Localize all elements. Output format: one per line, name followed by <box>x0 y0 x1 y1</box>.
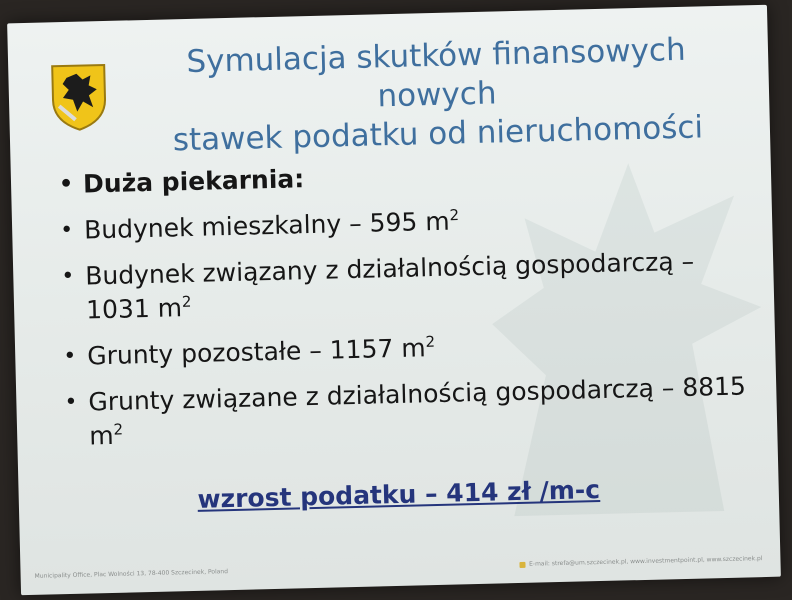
footer-address: Municipality Office, Plac Wolności 13, 78-400 Szczecinek, Poland <box>34 568 229 580</box>
bullet-item: • Budynek związany z działalnością gospodarczą – 1031 $m^2$ <box>59 243 750 328</box>
title-line-1: Symulacja skutków finansowych nowych <box>186 31 687 115</box>
bullet-item: • Grunty związane z działalnością gospodarczą – 8815 $m^2$ <box>62 369 753 454</box>
slide-title <box>126 29 749 161</box>
bullet-item: • Budynek mieszkalny – 595 $m^2$ <box>58 197 749 248</box>
footer-contact: E-mail: strefa@um.szczecinek.pl, www.investmentpoint.pl, www.szczecinek.pl <box>519 555 763 568</box>
slide-footer <box>20 551 780 588</box>
email-icon <box>519 561 525 567</box>
bullet-item: • Grunty pozostałe – 1157 $m^2$ <box>61 323 752 374</box>
title-line-2: stawek podatku od nieruchomości <box>172 109 704 159</box>
coat-of-arms-icon <box>48 61 110 132</box>
bullet-item: • Duża piekarnia: <box>57 151 748 202</box>
bullet-list <box>57 151 754 466</box>
presentation-slide <box>7 5 781 595</box>
tax-increase-summary: wzrost podatku – 414 zł /m-c <box>197 475 601 514</box>
